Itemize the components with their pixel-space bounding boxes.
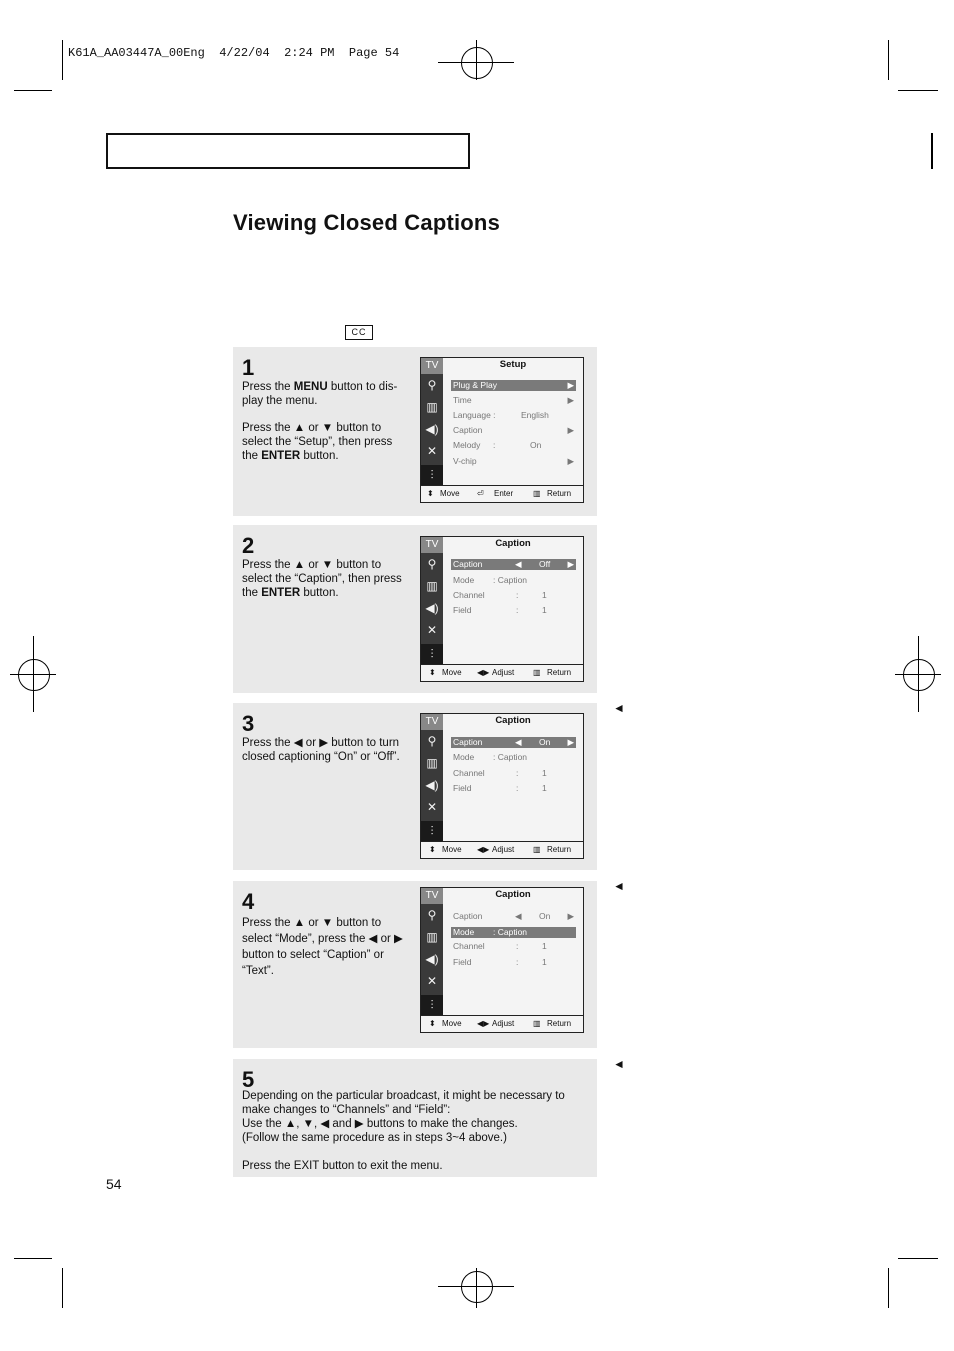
picture-icon: ⚲ — [427, 557, 437, 571]
print-header — [68, 46, 399, 60]
crop-mark — [898, 1258, 938, 1259]
tv-label: TV — [421, 537, 443, 553]
adjust-icon: ◀▶ — [477, 1019, 490, 1028]
move-icon: ⬍ — [429, 1019, 436, 1028]
antenna-icon: ✕ — [426, 444, 438, 458]
antenna-icon: ✕ — [426, 800, 438, 814]
step-number: 5 — [242, 1067, 255, 1092]
step-2-text: Press the ▲ or ▼ button to select the “Caption”, then press the ENTER button. — [242, 559, 402, 599]
setup-icon: ⫶ — [421, 465, 443, 485]
picture-icon: ⚲ — [427, 734, 437, 748]
osd-title: Setup — [499, 359, 527, 370]
tv-label: TV — [421, 358, 443, 374]
speaker-icon: ◀) — [425, 778, 439, 792]
header-page: Page 54 — [348, 46, 400, 60]
step-2-panel — [233, 525, 597, 693]
page-title: Viewing Closed Captions — [233, 210, 501, 235]
sound-icon: ▥ — [426, 756, 438, 770]
osd-row-caption[interactable]: Caption ▶ — [453, 425, 574, 435]
osd-setup-menu — [420, 357, 584, 503]
tv-label: TV — [421, 888, 443, 904]
sound-icon: ▥ — [426, 400, 438, 414]
speaker-icon: ◀) — [425, 422, 439, 436]
return-icon: ▥ — [533, 845, 541, 854]
osd-caption-menu-on — [420, 713, 584, 859]
crop-mark — [14, 1258, 52, 1259]
step-number: 1 — [242, 355, 255, 380]
osd-row-vchip[interactable]: V-chip ▶ — [453, 456, 574, 466]
osd-caption-menu-off — [420, 536, 584, 682]
pointer-arrow-icon: ◄ — [613, 879, 625, 893]
header-file: K61A_AA03447A_00Eng — [68, 46, 205, 60]
step-3-text: Press the ◀ or ▶ button to turn closed captioning “On” or “Off”. — [242, 737, 400, 763]
arrow-right-icon: ▶ — [567, 395, 574, 405]
step-number: 2 — [242, 533, 255, 558]
registration-mark — [461, 47, 493, 79]
menu-button-ref: MENU — [293, 381, 328, 393]
step-4-panel — [233, 881, 597, 1048]
step-1-text: Press the MENU button to dis- play the menu. Press the ▲ or ▼ button to select the “Setup”, then press the ENTER button. — [242, 381, 398, 462]
osd-row-plug-play[interactable]: Plug & Play ▶ — [453, 380, 574, 390]
page-number: 54 — [106, 1176, 122, 1192]
speaker-icon: ◀) — [425, 601, 439, 615]
osd-sidebar — [421, 358, 443, 486]
setup-icon: ⫶ — [421, 995, 443, 1015]
arrow-right-icon: ▶ — [567, 425, 574, 435]
arrow-right-icon: ▶ — [567, 911, 574, 921]
osd-row-channel[interactable]: Channel : 1 — [453, 941, 547, 951]
osd-row-channel[interactable]: Channel : 1 — [453, 768, 547, 778]
speaker-icon: ◀) — [425, 952, 439, 966]
header-date: 4/22/04 — [219, 46, 270, 60]
step-1-panel — [233, 347, 597, 516]
step-number: 3 — [242, 711, 255, 736]
osd-row-field[interactable]: Field : 1 — [453, 783, 547, 793]
picture-icon: ⚲ — [427, 908, 437, 922]
arrow-left-icon: ◀ — [515, 737, 522, 747]
arrow-right-icon: ▶ — [567, 456, 574, 466]
crop-mark — [62, 40, 63, 80]
pointer-arrow-icon: ◄ — [613, 1057, 625, 1071]
crop-mark — [931, 133, 933, 169]
tv-label: TV — [421, 714, 443, 730]
step-5-panel — [233, 1059, 597, 1177]
step-5-text: Depending on the particular broadcast, it might be necessary to make changes to “Channels” and “Field”: Use the ▲, ▼, ◀ and ▶ buttons to make the changes. (Follow the same procedure as in steps 3~4 above.) Press the EXIT button to exit the menu. — [242, 1090, 565, 1172]
pointer-arrow-icon: ◄ — [613, 701, 625, 715]
enter-button-ref: ENTER — [261, 450, 301, 462]
osd-row-caption[interactable]: Caption ◀ On ▶ — [453, 737, 574, 747]
return-icon: ▥ — [533, 668, 541, 677]
sound-icon: ▥ — [426, 930, 438, 944]
registration-mark — [18, 659, 50, 691]
arrow-right-icon: ▶ — [567, 380, 574, 390]
osd-row-mode[interactable]: Mode : Caption — [451, 927, 576, 938]
osd-sidebar — [421, 888, 443, 1016]
crop-mark — [898, 90, 938, 91]
setup-icon: ⫶ — [421, 821, 443, 841]
step-number: 4 — [242, 889, 255, 914]
move-icon: ⬍ — [429, 845, 436, 854]
setup-icon: ⫶ — [421, 644, 443, 664]
osd-sidebar — [421, 537, 443, 665]
registration-line — [918, 636, 919, 712]
return-icon: ▥ — [533, 489, 541, 498]
picture-icon: ⚲ — [427, 378, 437, 392]
move-icon: ⬍ — [429, 668, 436, 677]
osd-title: Caption — [495, 538, 531, 549]
step-3-panel — [233, 703, 597, 870]
osd-row-channel[interactable]: Channel : 1 — [453, 590, 547, 600]
arrow-left-icon: ◀ — [515, 911, 522, 921]
osd-row-field[interactable]: Field : 1 — [453, 957, 547, 967]
arrow-right-icon: ▶ — [567, 737, 574, 747]
osd-footer: ⬍ Move ◀▶ Adjust ▥ Return — [421, 841, 583, 858]
move-icon: ⬍ — [427, 489, 434, 498]
osd-row-caption[interactable]: Caption ◀ On ▶ — [453, 911, 574, 921]
crop-mark — [888, 1268, 889, 1308]
return-icon: ▥ — [533, 1019, 541, 1028]
osd-row-mode[interactable]: Mode : Caption — [453, 575, 528, 585]
osd-footer: ⬍ Move ◀▶ Adjust ▥ Return — [421, 1015, 583, 1032]
section-header-box — [106, 133, 470, 169]
antenna-icon: ✕ — [426, 623, 438, 637]
osd-row-time[interactable]: Time ▶ — [453, 395, 574, 405]
crop-mark — [62, 1268, 63, 1308]
arrow-left-icon: ◀ — [515, 559, 522, 569]
sound-icon: ▥ — [426, 579, 438, 593]
osd-row-melody[interactable]: Melody : On — [453, 440, 542, 450]
enter-icon: ⏎ — [477, 489, 484, 498]
arrow-right-icon: ▶ — [567, 559, 574, 569]
osd-row-field[interactable]: Field : 1 — [453, 605, 547, 615]
enter-button-ref: ENTER — [261, 587, 301, 599]
header-time: 2:24 PM — [284, 46, 335, 60]
registration-line — [33, 636, 34, 712]
osd-title: Caption — [495, 715, 531, 726]
osd-footer: ⬍ Move ⏎ Enter ▥ Return — [421, 485, 583, 502]
osd-row-language[interactable]: Language : English — [453, 410, 549, 420]
osd-title: Caption — [495, 889, 531, 900]
step-4-text: Press the ▲ or ▼ button to select “Mode”, press the ◀ or ▶ button to select “Caption” or “Text”. — [242, 917, 403, 977]
osd-footer: ⬍ Move ◀▶ Adjust ▥ Return — [421, 664, 583, 681]
osd-row-mode[interactable]: Mode : Caption — [453, 752, 528, 762]
crop-mark — [14, 90, 52, 91]
osd-sidebar — [421, 714, 443, 842]
antenna-icon: ✕ — [426, 974, 438, 988]
registration-line — [476, 40, 477, 80]
registration-line — [476, 1268, 477, 1308]
registration-mark — [461, 1271, 493, 1303]
osd-row-caption[interactable]: Caption ◀ Off ▶ — [453, 559, 574, 569]
osd-caption-menu-mode — [420, 887, 584, 1033]
adjust-icon: ◀▶ — [477, 668, 490, 677]
registration-mark — [903, 659, 935, 691]
cc-badge: CC — [345, 325, 373, 340]
adjust-icon: ◀▶ — [477, 845, 490, 854]
crop-mark — [888, 40, 889, 80]
